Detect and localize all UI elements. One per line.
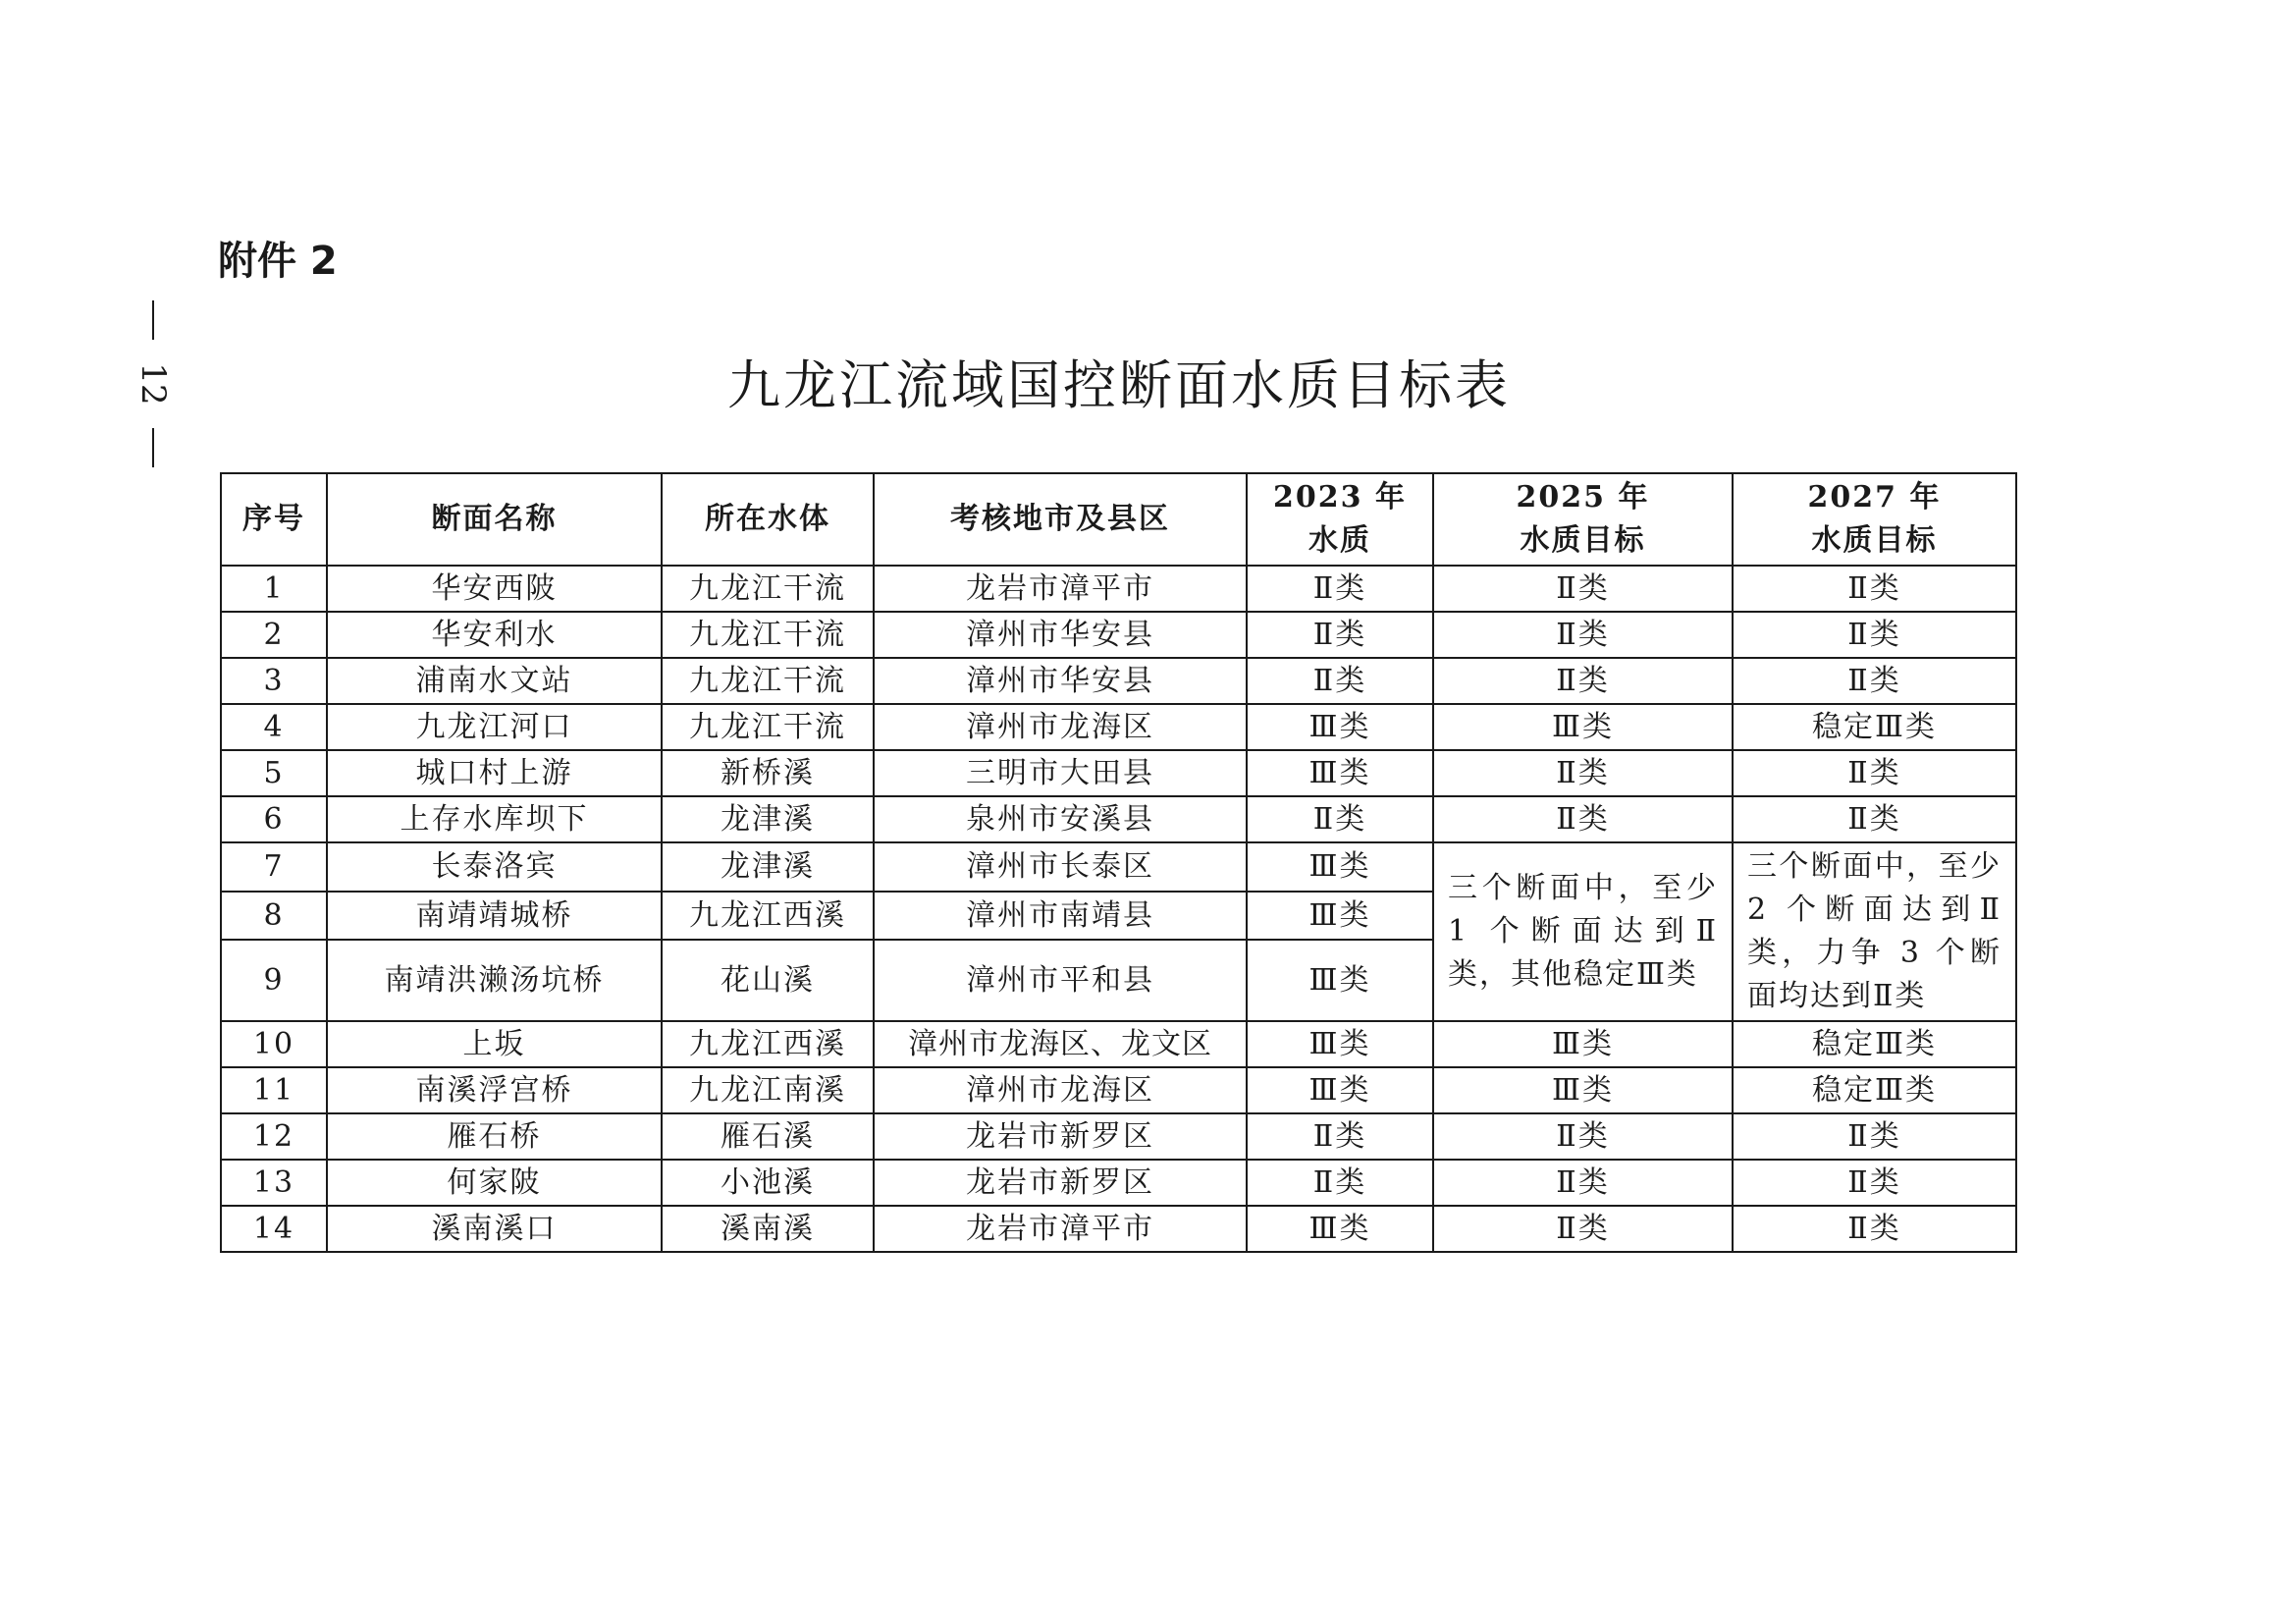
cell-2025-target: Ⅱ类 xyxy=(1433,1113,1733,1160)
cell-2027-target: 稳定Ⅲ类 xyxy=(1733,1021,2016,1067)
cell-2027-target: Ⅱ类 xyxy=(1733,566,2016,612)
attachment-label: 附件 2 xyxy=(218,239,338,284)
cell-water-body: 新桥溪 xyxy=(662,750,874,796)
table-row xyxy=(221,1067,2016,1113)
cell-2025-target: Ⅱ类 xyxy=(1433,750,1733,796)
cell-2025-target: Ⅲ类 xyxy=(1433,704,1733,750)
cell-2027-target: Ⅱ类 xyxy=(1733,1206,2016,1252)
cell-region: 漳州市龙海区 xyxy=(874,1067,1247,1113)
header-2027-year: 2027 年 xyxy=(1807,480,1942,514)
cell-2027-target: Ⅱ类 xyxy=(1733,612,2016,658)
table-row xyxy=(221,796,2016,842)
cell-2027-target: Ⅱ类 xyxy=(1733,1113,2016,1160)
cell-2023-quality: Ⅱ类 xyxy=(1247,796,1433,842)
cell-no: 4 xyxy=(221,704,327,750)
cell-section-name: 南溪浮宫桥 xyxy=(327,1067,662,1113)
cell-2025-target: Ⅲ类 xyxy=(1433,1067,1733,1113)
header-2027-sub: 水质目标 xyxy=(1811,523,1938,558)
cell-water-body: 九龙江干流 xyxy=(662,704,874,750)
cell-no: 12 xyxy=(221,1113,327,1160)
cell-2023-quality: Ⅱ类 xyxy=(1247,1113,1433,1160)
header-no-label: 序号 xyxy=(242,502,305,536)
cell-2023-quality: Ⅲ类 xyxy=(1247,750,1433,796)
cell-2023-quality: Ⅲ类 xyxy=(1247,940,1433,1021)
cell-2025-target-merged: 三个断面中，至少 1 个断面达到Ⅱ类，其他稳定Ⅲ类 xyxy=(1433,842,1733,1021)
page-number-value: 12 xyxy=(133,362,173,406)
cell-no: 10 xyxy=(221,1021,327,1067)
cell-no: 3 xyxy=(221,658,327,704)
cell-region: 漳州市南靖县 xyxy=(874,892,1247,941)
cell-2023-quality: Ⅲ类 xyxy=(1247,1021,1433,1067)
cell-2023-quality: Ⅱ类 xyxy=(1247,658,1433,704)
cell-water-body: 九龙江西溪 xyxy=(662,892,874,941)
cell-no: 5 xyxy=(221,750,327,796)
cell-region: 龙岩市新罗区 xyxy=(874,1160,1247,1206)
cell-2027-target: Ⅱ类 xyxy=(1733,658,2016,704)
cell-2023-quality: Ⅱ类 xyxy=(1247,1160,1433,1206)
table-row xyxy=(221,1021,2016,1067)
cell-region: 漳州市龙海区、龙文区 xyxy=(874,1021,1247,1067)
header-2023-year: 2023 年 xyxy=(1273,480,1407,514)
cell-no: 9 xyxy=(221,940,327,1021)
cell-section-name: 华安利水 xyxy=(327,612,662,658)
cell-section-name: 雁石桥 xyxy=(327,1113,662,1160)
header-water-body-label: 所在水体 xyxy=(705,502,830,536)
table-row xyxy=(221,842,2016,892)
cell-no: 11 xyxy=(221,1067,327,1113)
cell-region: 龙岩市漳平市 xyxy=(874,1206,1247,1252)
cell-section-name: 城口村上游 xyxy=(327,750,662,796)
cell-no: 7 xyxy=(221,842,327,892)
cell-water-body: 溪南溪 xyxy=(662,1206,874,1252)
cell-2023-quality: Ⅲ类 xyxy=(1247,892,1433,941)
cell-2023-quality: Ⅱ类 xyxy=(1247,566,1433,612)
table-row xyxy=(221,1160,2016,1206)
table-row xyxy=(221,704,2016,750)
cell-section-name: 华安西陂 xyxy=(327,566,662,612)
cell-water-body: 龙津溪 xyxy=(662,796,874,842)
cell-no: 1 xyxy=(221,566,327,612)
cell-2027-target: Ⅱ类 xyxy=(1733,796,2016,842)
cell-water-body: 九龙江干流 xyxy=(662,612,874,658)
cell-section-name: 溪南溪口 xyxy=(327,1206,662,1252)
cell-2027-target-merged: 三个断面中，至少 2 个断面达到Ⅱ类，力争 3 个断面均达到Ⅱ类 xyxy=(1733,842,2016,1021)
cell-water-body: 花山溪 xyxy=(662,940,874,1021)
header-2027-target xyxy=(1733,473,2016,566)
cell-2023-quality: Ⅲ类 xyxy=(1247,1067,1433,1113)
header-2023-quality xyxy=(1247,473,1433,566)
cell-section-name: 浦南水文站 xyxy=(327,658,662,704)
header-2025-sub: 水质目标 xyxy=(1520,523,1646,558)
cell-no: 13 xyxy=(221,1160,327,1206)
cell-2027-target: Ⅱ类 xyxy=(1733,750,2016,796)
cell-section-name: 南靖洪濑汤坑桥 xyxy=(327,940,662,1021)
cell-no: 2 xyxy=(221,612,327,658)
table-row xyxy=(221,566,2016,612)
page-number-dash-bottom xyxy=(152,428,154,467)
table-row xyxy=(221,1206,2016,1252)
cell-2025-target: Ⅱ类 xyxy=(1433,796,1733,842)
header-2025-target xyxy=(1433,473,1733,566)
document-title: 九龙江流域国控断面水质目标表 xyxy=(727,354,1511,416)
cell-2023-quality: Ⅲ类 xyxy=(1247,1206,1433,1252)
header-section-name xyxy=(327,473,662,566)
page-number-dash-top xyxy=(152,300,154,340)
table-row xyxy=(221,750,2016,796)
cell-region: 龙岩市新罗区 xyxy=(874,1113,1247,1160)
cell-water-body: 龙津溪 xyxy=(662,842,874,892)
header-2025-year: 2025 年 xyxy=(1516,480,1650,514)
cell-2025-target: Ⅱ类 xyxy=(1433,566,1733,612)
header-water-body xyxy=(662,473,874,566)
cell-2027-target: 稳定Ⅲ类 xyxy=(1733,704,2016,750)
cell-2023-quality: Ⅲ类 xyxy=(1247,842,1433,892)
cell-region: 漳州市平和县 xyxy=(874,940,1247,1021)
table-row xyxy=(221,1113,2016,1160)
cell-2025-target: Ⅱ类 xyxy=(1433,612,1733,658)
cell-water-body: 九龙江干流 xyxy=(662,566,874,612)
cell-2025-target: Ⅱ类 xyxy=(1433,1160,1733,1206)
cell-region: 漳州市华安县 xyxy=(874,658,1247,704)
header-no xyxy=(221,473,327,566)
cell-water-body: 九龙江西溪 xyxy=(662,1021,874,1067)
cell-2027-target: Ⅱ类 xyxy=(1733,1160,2016,1206)
cell-water-body: 小池溪 xyxy=(662,1160,874,1206)
cell-region: 漳州市龙海区 xyxy=(874,704,1247,750)
table-row xyxy=(221,658,2016,704)
cell-2023-quality: Ⅱ类 xyxy=(1247,612,1433,658)
header-section-name-label: 断面名称 xyxy=(431,502,558,536)
cell-2025-target: Ⅱ类 xyxy=(1433,658,1733,704)
cell-2027-target: 稳定Ⅲ类 xyxy=(1733,1067,2016,1113)
table-row xyxy=(221,612,2016,658)
cell-water-body: 九龙江南溪 xyxy=(662,1067,874,1113)
cell-region: 漳州市长泰区 xyxy=(874,842,1247,892)
cell-water-body: 雁石溪 xyxy=(662,1113,874,1160)
table-header-row xyxy=(221,473,2016,566)
header-region-label: 考核地市及县区 xyxy=(950,502,1170,536)
header-2023-sub: 水质 xyxy=(1308,523,1371,558)
cell-section-name: 上存水库坝下 xyxy=(327,796,662,842)
cell-section-name: 上坂 xyxy=(327,1021,662,1067)
header-region xyxy=(874,473,1247,566)
cell-region: 龙岩市漳平市 xyxy=(874,566,1247,612)
cell-no: 6 xyxy=(221,796,327,842)
cell-region: 泉州市安溪县 xyxy=(874,796,1247,842)
cell-no: 14 xyxy=(221,1206,327,1252)
cell-section-name: 长泰洛宾 xyxy=(327,842,662,892)
cell-region: 三明市大田县 xyxy=(874,750,1247,796)
cell-region: 漳州市华安县 xyxy=(874,612,1247,658)
cell-section-name: 九龙江河口 xyxy=(327,704,662,750)
cell-2025-target: Ⅲ类 xyxy=(1433,1021,1733,1067)
cell-section-name: 何家陂 xyxy=(327,1160,662,1206)
water-quality-target-table xyxy=(220,472,2017,1253)
cell-section-name: 南靖靖城桥 xyxy=(327,892,662,941)
cell-water-body: 九龙江干流 xyxy=(662,658,874,704)
cell-no: 8 xyxy=(221,892,327,941)
cell-2025-target: Ⅱ类 xyxy=(1433,1206,1733,1252)
cell-2023-quality: Ⅲ类 xyxy=(1247,704,1433,750)
